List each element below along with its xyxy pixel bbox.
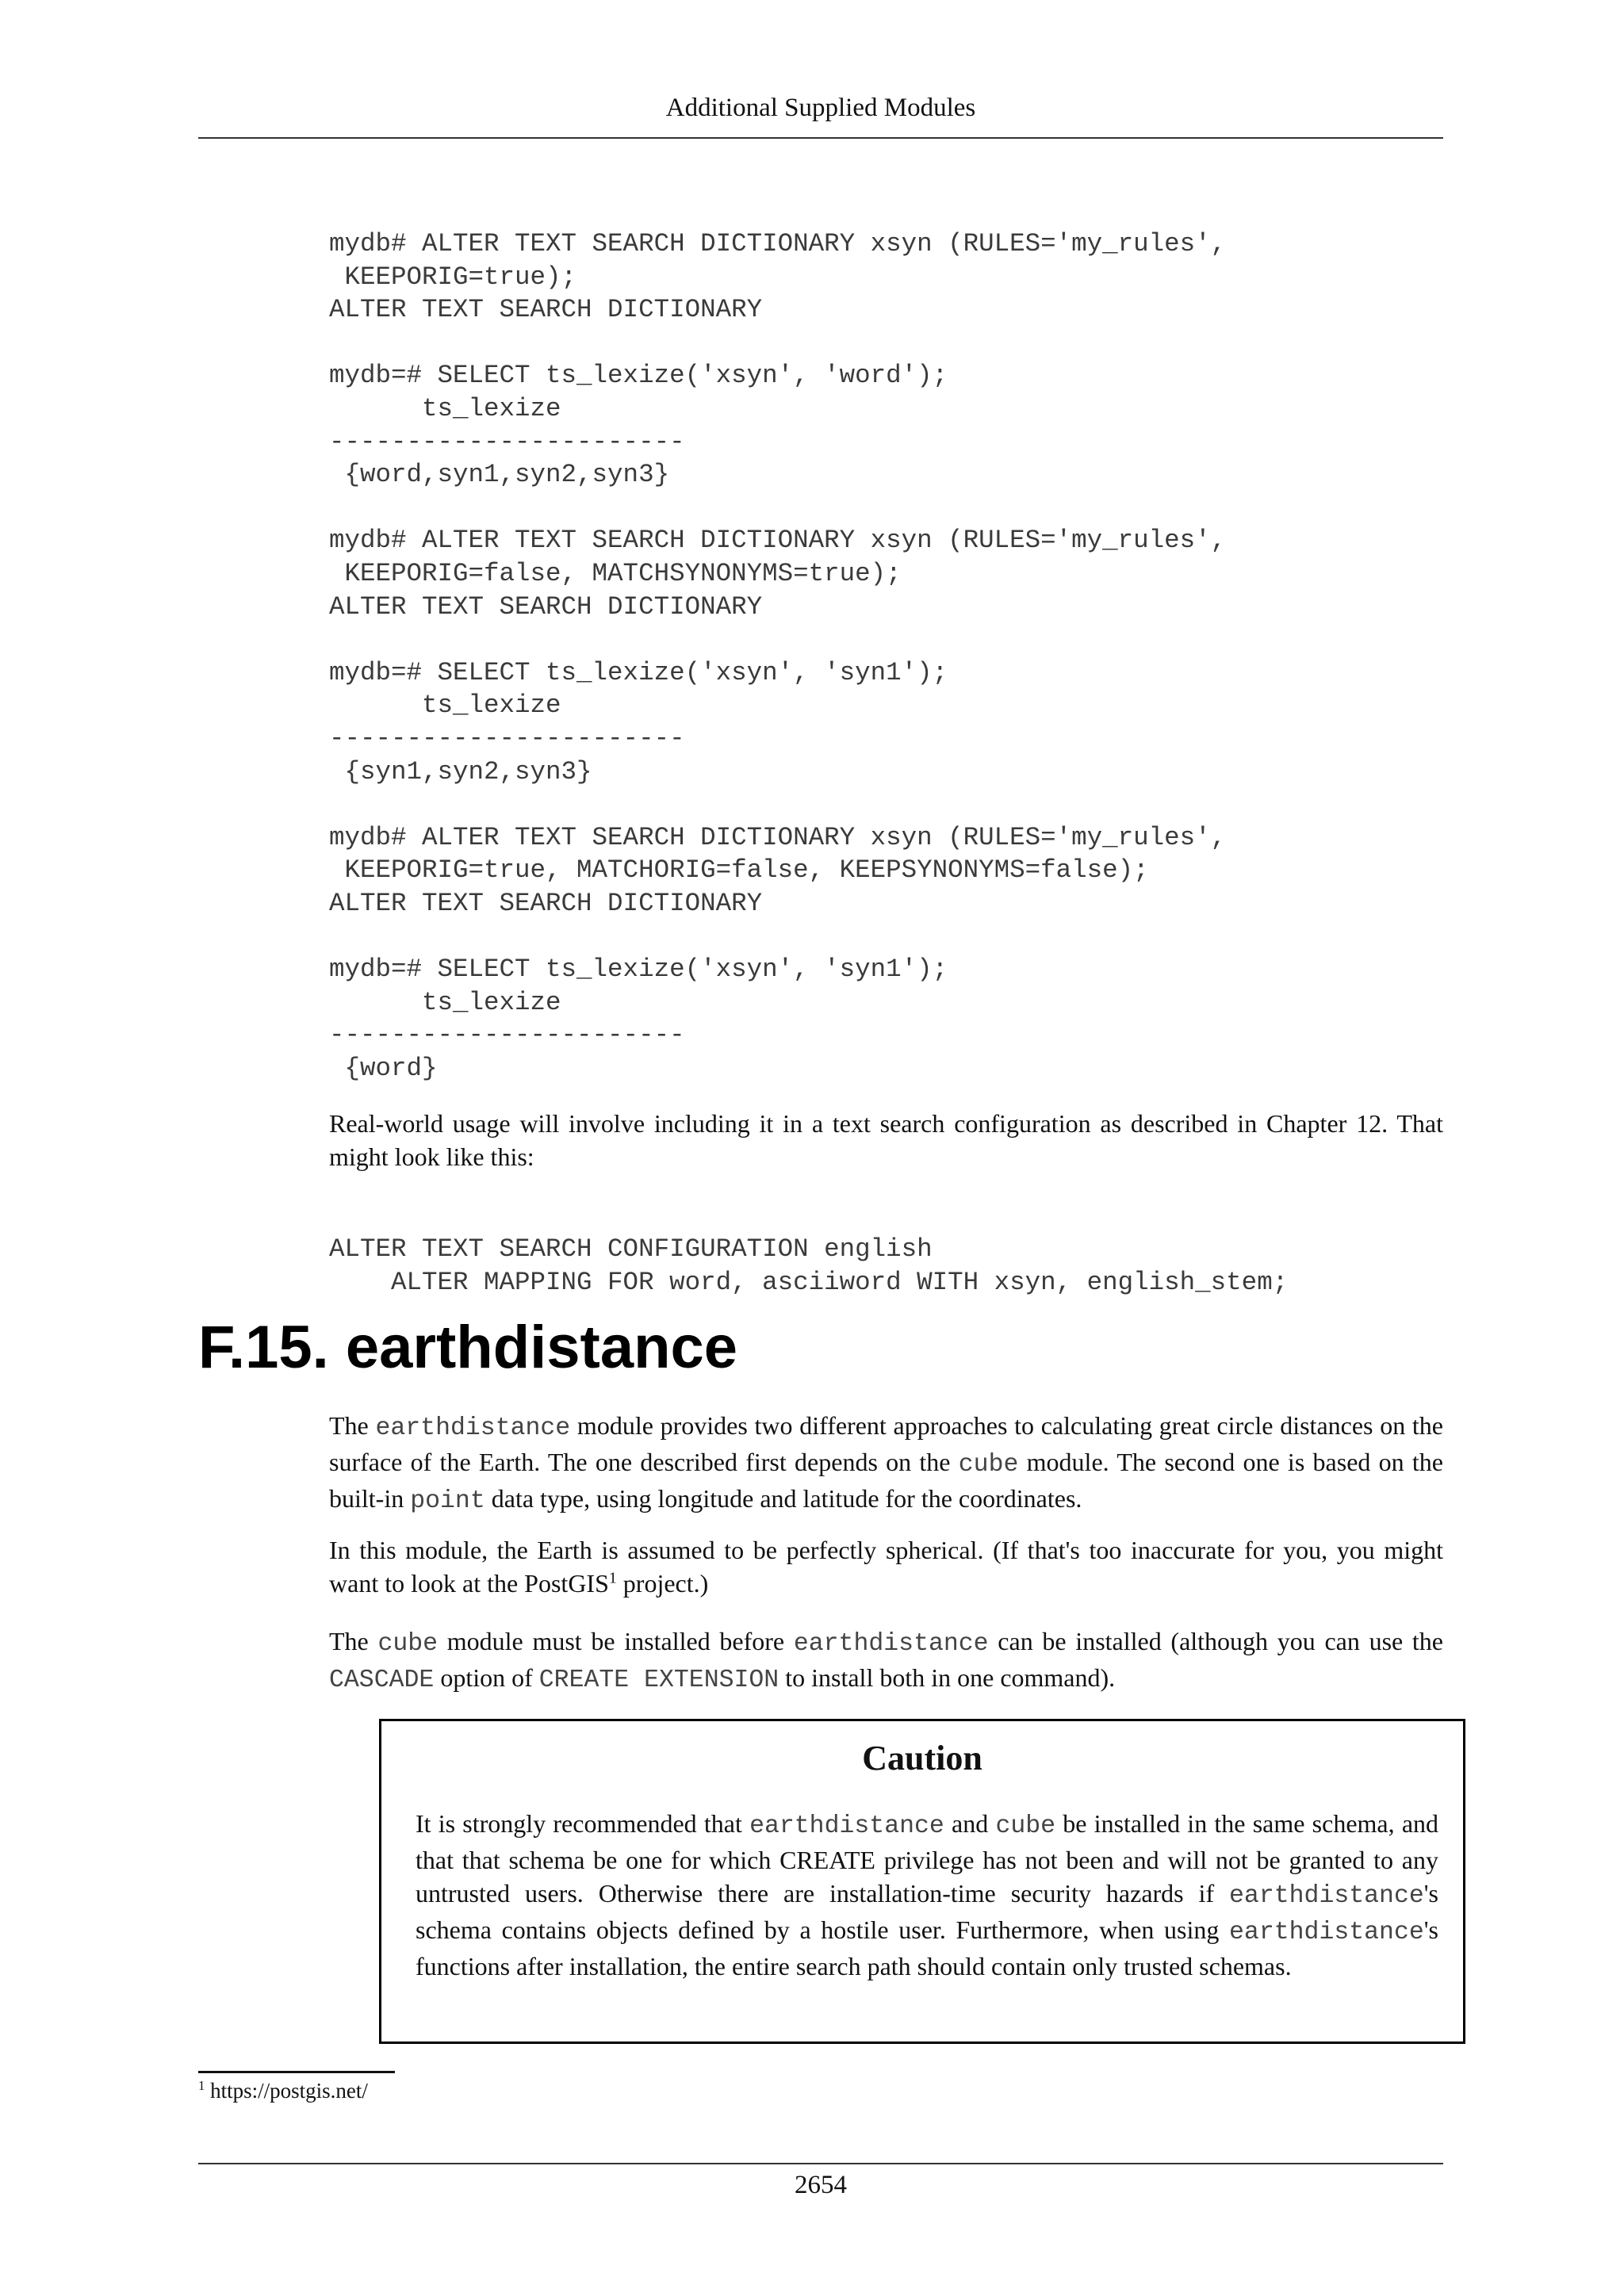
inline-code: cube bbox=[377, 1630, 439, 1658]
paragraph-module-intro bbox=[329, 1409, 1443, 1518]
paragraph-real-world-usage: Real-world usage will involve including it in a text search configuration as described in Chapter 12. That might look like this: bbox=[329, 1109, 1443, 1171]
text: The bbox=[329, 1411, 376, 1440]
inline-code: earthdistance bbox=[1229, 1882, 1424, 1910]
code-block-alter-configuration: ALTER TEXT SEARCH CONFIGURATION english ALTER MAPPING FOR word, asciiword WITH xsyn, english_stem; bbox=[329, 1234, 1289, 1297]
text: data type, using longitude and latitude for the coordinates. bbox=[485, 1484, 1082, 1513]
caution-title: Caution bbox=[862, 1739, 982, 1777]
text: module must be installed before bbox=[438, 1627, 794, 1655]
running-header: Additional Supplied Modules bbox=[665, 94, 976, 122]
caution-text bbox=[416, 1807, 1438, 1983]
inline-code: CASCADE bbox=[329, 1667, 435, 1694]
text: module. The second one is based on the built-in bbox=[329, 1448, 1444, 1513]
footnote-link[interactable]: https://postgis.net/ bbox=[205, 2079, 368, 2103]
text: It is strongly recommended that bbox=[416, 1809, 750, 1838]
paragraph-spherical-earth bbox=[329, 1533, 1443, 1600]
text: 's functions after installation, the entire search path should contain only trusted schemas. bbox=[416, 1915, 1438, 1980]
inline-code: earthdistance bbox=[793, 1630, 989, 1658]
text: 's schema contains objects defined by a hostile user. Furthermore, when using bbox=[416, 1879, 1438, 1944]
footnote bbox=[198, 2076, 368, 2105]
inline-code: earthdistance bbox=[375, 1414, 571, 1442]
text: and bbox=[944, 1809, 996, 1838]
text: be installed in the same schema, and that that schema be one for which CREATE privilege has not been and will not be granted to any untrusted users. Otherwise there are installation-time security hazards if bbox=[416, 1809, 1439, 1908]
text: option of bbox=[434, 1663, 539, 1692]
footer-rule bbox=[198, 2163, 1443, 2164]
inline-code: earthdistance bbox=[749, 1812, 944, 1840]
caution-box bbox=[379, 1719, 1465, 2044]
section-heading: F.15. earthdistance bbox=[198, 1314, 738, 1381]
code-block-ts-lexize-examples: mydb# ALTER TEXT SEARCH DICTIONARY xsyn (RULES='my_rules', KEEPORIG=true); ALTER TEXT SEARCH DICTIONARY mydb=# SELECT ts_lexize('xsyn', 'word'); ts_lexize ----------------------- {word,syn1,syn2,syn3} mydb# ALTER TEXT SEARCH DICTIONARY xsyn (RULES='my_rules', KEEPORIG=false, MATCHSYNONYMS=true); ALTER TEXT SEARCH DICTIONARY mydb=# SELECT ts_lexize('xsyn', 'syn1'); ts_lexize ----------------------- {syn1,syn2,syn3} mydb# ALTER TEXT SEARCH DICTIONARY xsyn (RULES='my_rules', KEEPORIG=true, MATCHORIG=false, KEEPSYNONYMS=false); ALTER TEXT SEARCH DICTIONARY mydb=# SELECT ts_lexize('xsyn', 'syn1'); ts_lexize ----------------------- {word} bbox=[329, 229, 1227, 1083]
text: can be installed (although you can use the bbox=[988, 1627, 1444, 1655]
text: module provides two different approaches to calculating great circle distances on the surface of the Earth. The one described first depends on the bbox=[329, 1411, 1444, 1476]
text: to install both in one command). bbox=[779, 1663, 1116, 1692]
text: project.) bbox=[616, 1569, 709, 1598]
inline-code: point bbox=[410, 1487, 485, 1515]
inline-code: cube bbox=[995, 1812, 1056, 1840]
footnote-rule bbox=[198, 2071, 395, 2073]
footnote-mark: 1 bbox=[198, 2078, 205, 2093]
footnote-ref[interactable]: 1 bbox=[608, 1569, 617, 1587]
text: In this module, the Earth is assumed to be perfectly spherical. (If that's too inaccurate for you, you might want to look at the PostGIS bbox=[329, 1536, 1443, 1598]
page-number: 2654 bbox=[795, 2171, 847, 2199]
inline-code: CREATE EXTENSION bbox=[538, 1667, 779, 1694]
text: The bbox=[329, 1627, 378, 1655]
inline-code: cube bbox=[958, 1451, 1019, 1479]
header-rule bbox=[198, 137, 1443, 139]
paragraph-install-order bbox=[329, 1624, 1443, 1697]
inline-code: earthdistance bbox=[1229, 1919, 1424, 1946]
